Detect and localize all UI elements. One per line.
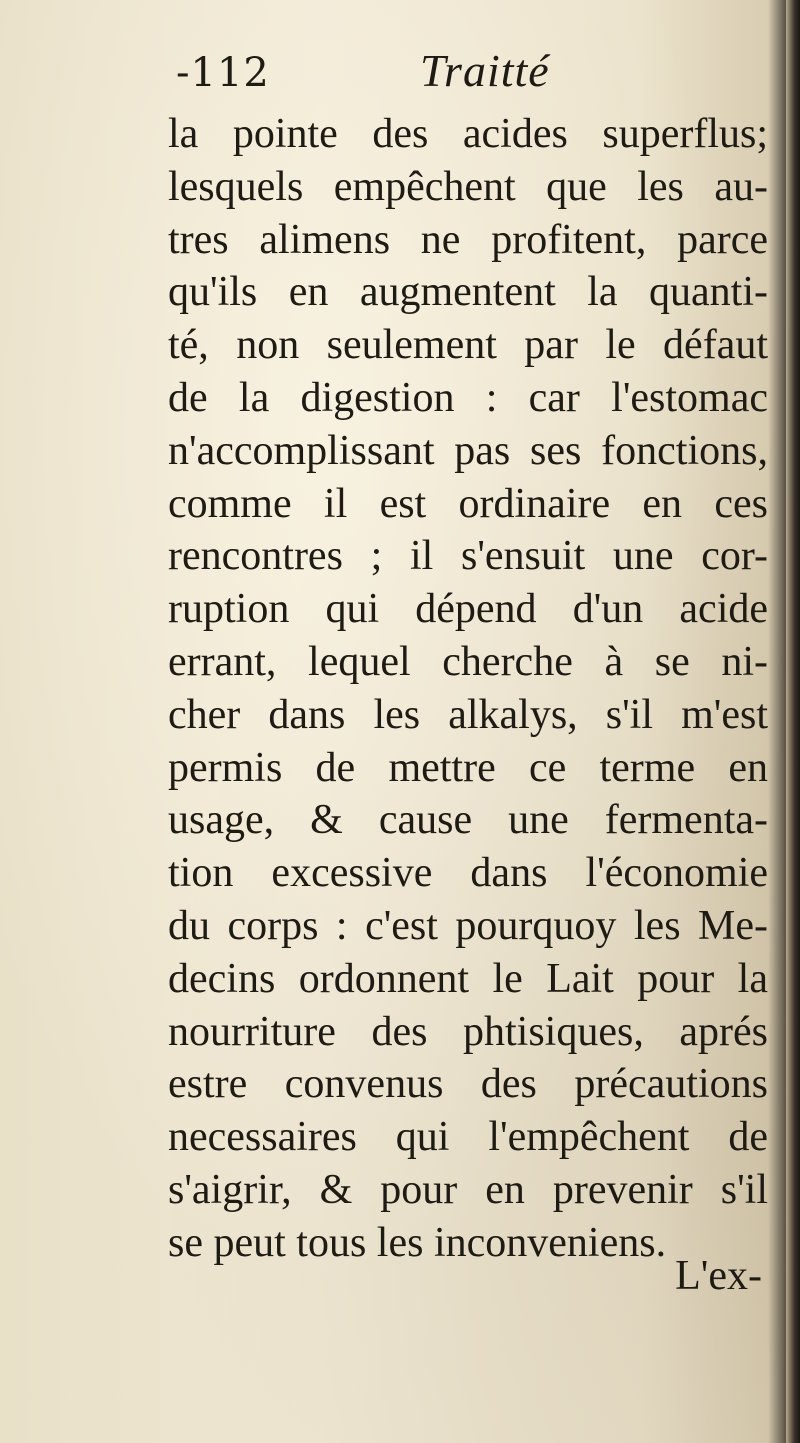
text-line-last: se peut tous les inconveniens.: [168, 1219, 667, 1266]
text-line: permis de mettre ce terme en: [168, 744, 768, 791]
text-line: qu'ils en augmentent la quanti-: [168, 269, 768, 316]
text-line: comme il est ordinaire en ces: [168, 480, 768, 527]
text-line: decins ordonnent le Lait pour la: [168, 955, 768, 1002]
text-line: n'accomplissant pas ses fonctions,: [168, 427, 768, 474]
catchword: L'ex-: [675, 1253, 762, 1299]
text-line: la pointe des acides superflus;: [168, 111, 768, 157]
text-line: tres alimens ne profitent, parce: [168, 216, 768, 263]
running-title: Traitté: [420, 45, 550, 96]
text-line: de la digestion : car l'estomac: [168, 374, 768, 421]
body-text: [168, 108, 768, 1270]
text-line: usage, & cause une fermenta-: [168, 797, 768, 844]
text-line: té, non seulement par le défaut: [168, 322, 768, 369]
text-line: lesquels empêchent que les au-: [168, 163, 768, 210]
page-number: -112: [176, 50, 270, 96]
page-edge-shadow: [786, 0, 800, 1443]
text-line: necessaires qui l'empêchent de: [168, 1114, 768, 1161]
text-line: estre convenus des précautions: [168, 1061, 768, 1108]
text-line: s'aigrir, & pour en prevenir s'il: [168, 1166, 768, 1213]
page-header: [170, 44, 760, 104]
text-line: ruption qui dépend d'un acide: [168, 586, 768, 633]
text-line: errant, lequel cherche à se ni-: [168, 638, 768, 685]
text-line: nourriture des phtisiques, aprés: [168, 1008, 768, 1055]
text-line: rencontres ; il s'ensuit une cor-: [168, 533, 768, 580]
text-line: du corps : c'est pourquoy les Me-: [168, 902, 768, 949]
text-line: tion excessive dans l'économie: [168, 850, 768, 897]
text-line: cher dans les alkalys, s'il m'est: [168, 691, 768, 738]
